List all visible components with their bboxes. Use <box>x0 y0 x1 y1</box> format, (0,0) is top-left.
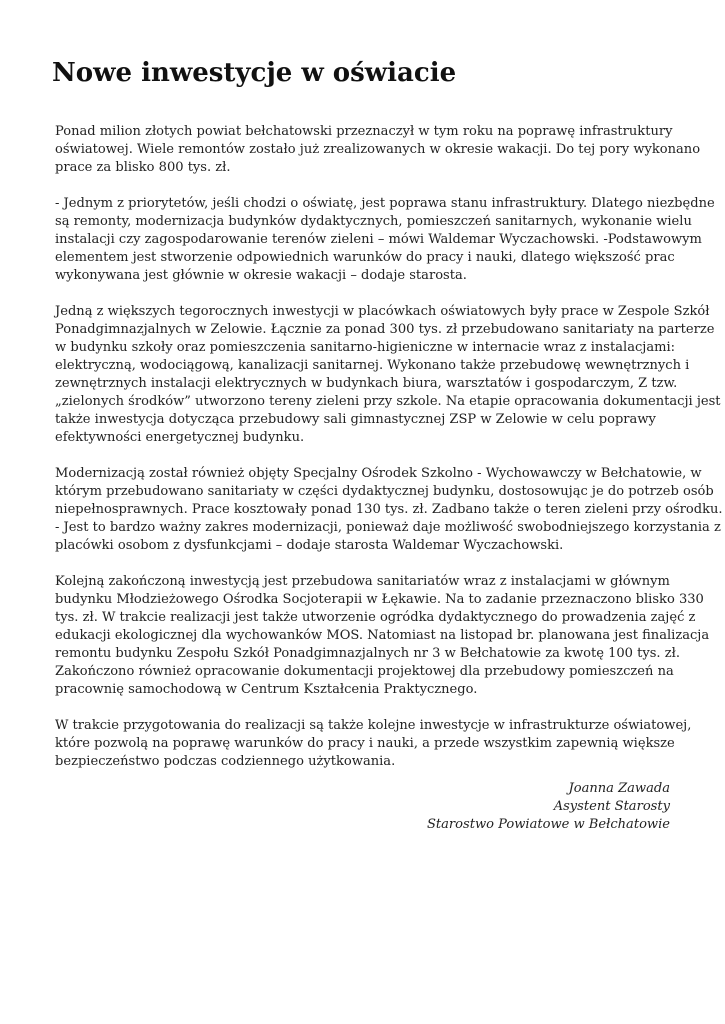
signature-office: Starostwo Powiatowe w Bełchatowie <box>426 817 670 832</box>
text-line: Ponadgimnazjalnych w Zelowie. Łącznie za ponad 300 tys. zł przebudowano sanitariaty na parterze <box>55 322 715 337</box>
text-line: Zakończono również opracowanie dokumentacji projektowej dla przebudowy pomieszczeń na <box>55 664 674 679</box>
text-line: elementem jest stworzenie odpowiednich warunków do pracy i nauki, dlatego większość prac <box>55 250 675 265</box>
text-line: bezpieczeństwo podczas codziennego użytkowania. <box>55 754 396 769</box>
text-line: oświatowej. Wiele remontów zostało już zrealizowanych w okresie wakacji. Do tej pory wykonano <box>55 142 701 157</box>
text-line: Modernizacją został również objęty Specjalny Ośrodek Szkolno - Wychowawczy w Bełchatowie, w <box>55 466 702 481</box>
signature-name: Joanna Zawada <box>568 781 670 796</box>
text-line: tys. zł. W trakcie realizacji jest także utworzenie ogródka dydaktycznego do prowadzenia zajęć z <box>55 610 696 625</box>
text-line: są remonty, modernizacja budynków dydaktycznych, pomieszczeń sanitarnych, wykonanie wielu <box>55 214 692 229</box>
paragraph-2 <box>55 195 715 285</box>
text-line: wykonywana jest głównie w okresie wakacji – dodaje starosta. <box>55 268 467 283</box>
text-line: - Jednym z priorytetów, jeśli chodzi o oświatę, jest poprawa stanu infrastruktury. Dlatego niezbędne <box>55 196 715 211</box>
text-line: efektywności energetycznej budynku. <box>55 430 305 445</box>
article-title: Nowe inwestycje w oświacie <box>52 58 457 88</box>
paragraph-4 <box>55 465 723 555</box>
text-line: W trakcie przygotowania do realizacji są także kolejne inwestycje w infrastrukturze oświatowej, <box>55 718 692 733</box>
signature-block <box>427 780 670 834</box>
text-line: także inwestycja dotycząca przebudowy sali gimnastycznej ZSP w Zelowie w celu poprawy <box>55 412 656 427</box>
text-line: edukacji ekologicznej dla wychowanków MOS. Natomiast na listopad br. planowana jest finalizacja <box>55 628 710 643</box>
text-line: budynku Młodzieżowego Ośrodka Socjoterapii w Łękawie. Na to zadanie przeznaczono blisko 330 <box>55 592 704 607</box>
text-line: którym przebudowano sanitariaty w części dydaktycznej budynku, dostosowując je do potrzeb osób <box>55 484 714 499</box>
text-line: - Jest to bardzo ważny zakres modernizacji, ponieważ daje możliwość swobodniejszego korzystania z <box>55 520 721 535</box>
text-line: niepełnosprawnych. Prace kosztowały ponad 130 tys. zł. Zadbano także o teren zieleni przy ośrodku. <box>55 502 723 517</box>
text-line: Ponad milion złotych powiat bełchatowski przeznaczył w tym roku na poprawę infrastruktury <box>55 124 673 139</box>
text-line: instalacji czy zagospodarowanie terenów zieleni – mówi Waldemar Wyczachowski. -Podstawowym <box>55 232 702 247</box>
text-line: Jedną z większych tegorocznych inwestycji w placówkach oświatowych były prace w Zespole Szkół <box>55 304 710 319</box>
text-line: „zielonych środków” utworzono tereny zieleni przy szkole. Na etapie opracowania dokumentacji jest <box>55 394 721 409</box>
text-line: elektryczną, wodociągową, kanalizacji sanitarnej. Wykonano także przebudowę wewnętrznych i <box>55 358 690 373</box>
paragraph-1 <box>55 123 701 177</box>
text-line: prace za blisko 800 tys. zł. <box>55 160 231 175</box>
paragraph-5 <box>55 573 710 699</box>
article-body <box>55 123 723 789</box>
text-line: które pozwolą na poprawę warunków do pracy i nauki, a przede wszystkim zapewnią większe <box>55 736 675 751</box>
text-line: Kolejną zakończoną inwestycją jest przebudowa sanitariatów wraz z instalacjami w głównym <box>55 574 670 589</box>
text-line: placówki osobom z dysfunkcjami – dodaje starosta Waldemar Wyczachowski. <box>55 538 564 553</box>
text-line: w budynku szkoły oraz pomieszczenia sanitarno-higieniczne w internacie wraz z instalacjami: <box>55 340 676 355</box>
text-line: remontu budynku Zespołu Szkół Ponadgimnazjalnych nr 3 w Bełchatowie za kwotę 100 tys. zł. <box>55 646 680 661</box>
text-line: pracownię samochodową w Centrum Kształcenia Praktycznego. <box>55 682 478 697</box>
signature-role: Asystent Starosty <box>553 799 670 814</box>
paragraph-3 <box>55 303 721 447</box>
paragraph-6 <box>55 717 692 771</box>
text-line: zewnętrznych instalacji elektrycznych w budynkach biura, warsztatów i gospodarczym, Z tzw. <box>55 376 678 391</box>
